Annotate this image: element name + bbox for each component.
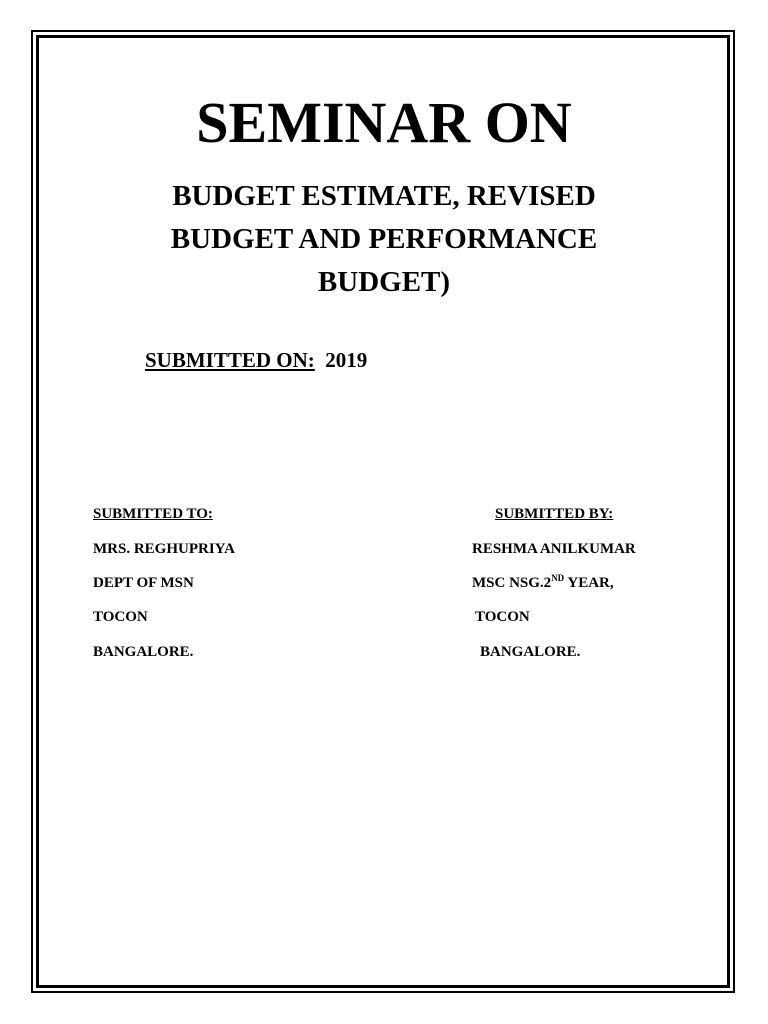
submitted-by-course (472, 573, 614, 593)
submitted-to-institution: TOCON (93, 609, 148, 625)
subtitle-line-3: BUDGET) (317, 266, 451, 298)
submitted-by-institution: TOCON (475, 609, 530, 625)
submitted-on-label: SUBMITTED ON: (145, 348, 315, 372)
submitted-on-value: 2019 (325, 348, 368, 372)
course-sup: ND (551, 573, 565, 583)
submitted-to-dept: DEPT OF MSN (93, 575, 194, 591)
submitted-by-heading: SUBMITTED BY: (495, 506, 614, 522)
subtitle-line-2: BUDGET AND PERFORMANCE (170, 223, 598, 255)
submitted-to-city: BANGALORE. (93, 644, 194, 660)
submitted-by-name: RESHMA ANILKUMAR (472, 541, 636, 557)
submitted-by-city: BANGALORE. (480, 644, 581, 660)
course-prefix: MSC NSG.2 (472, 575, 552, 591)
submitted-on (145, 345, 367, 375)
subtitle-line-1: BUDGET ESTIMATE, REVISED (172, 180, 596, 212)
submitted-to-heading: SUBMITTED TO: (93, 506, 213, 522)
course-suffix: YEAR, (564, 575, 614, 591)
submitted-to-name: MRS. REGHUPRIYA (93, 541, 235, 557)
document-title: SEMINAR ON (196, 90, 572, 155)
